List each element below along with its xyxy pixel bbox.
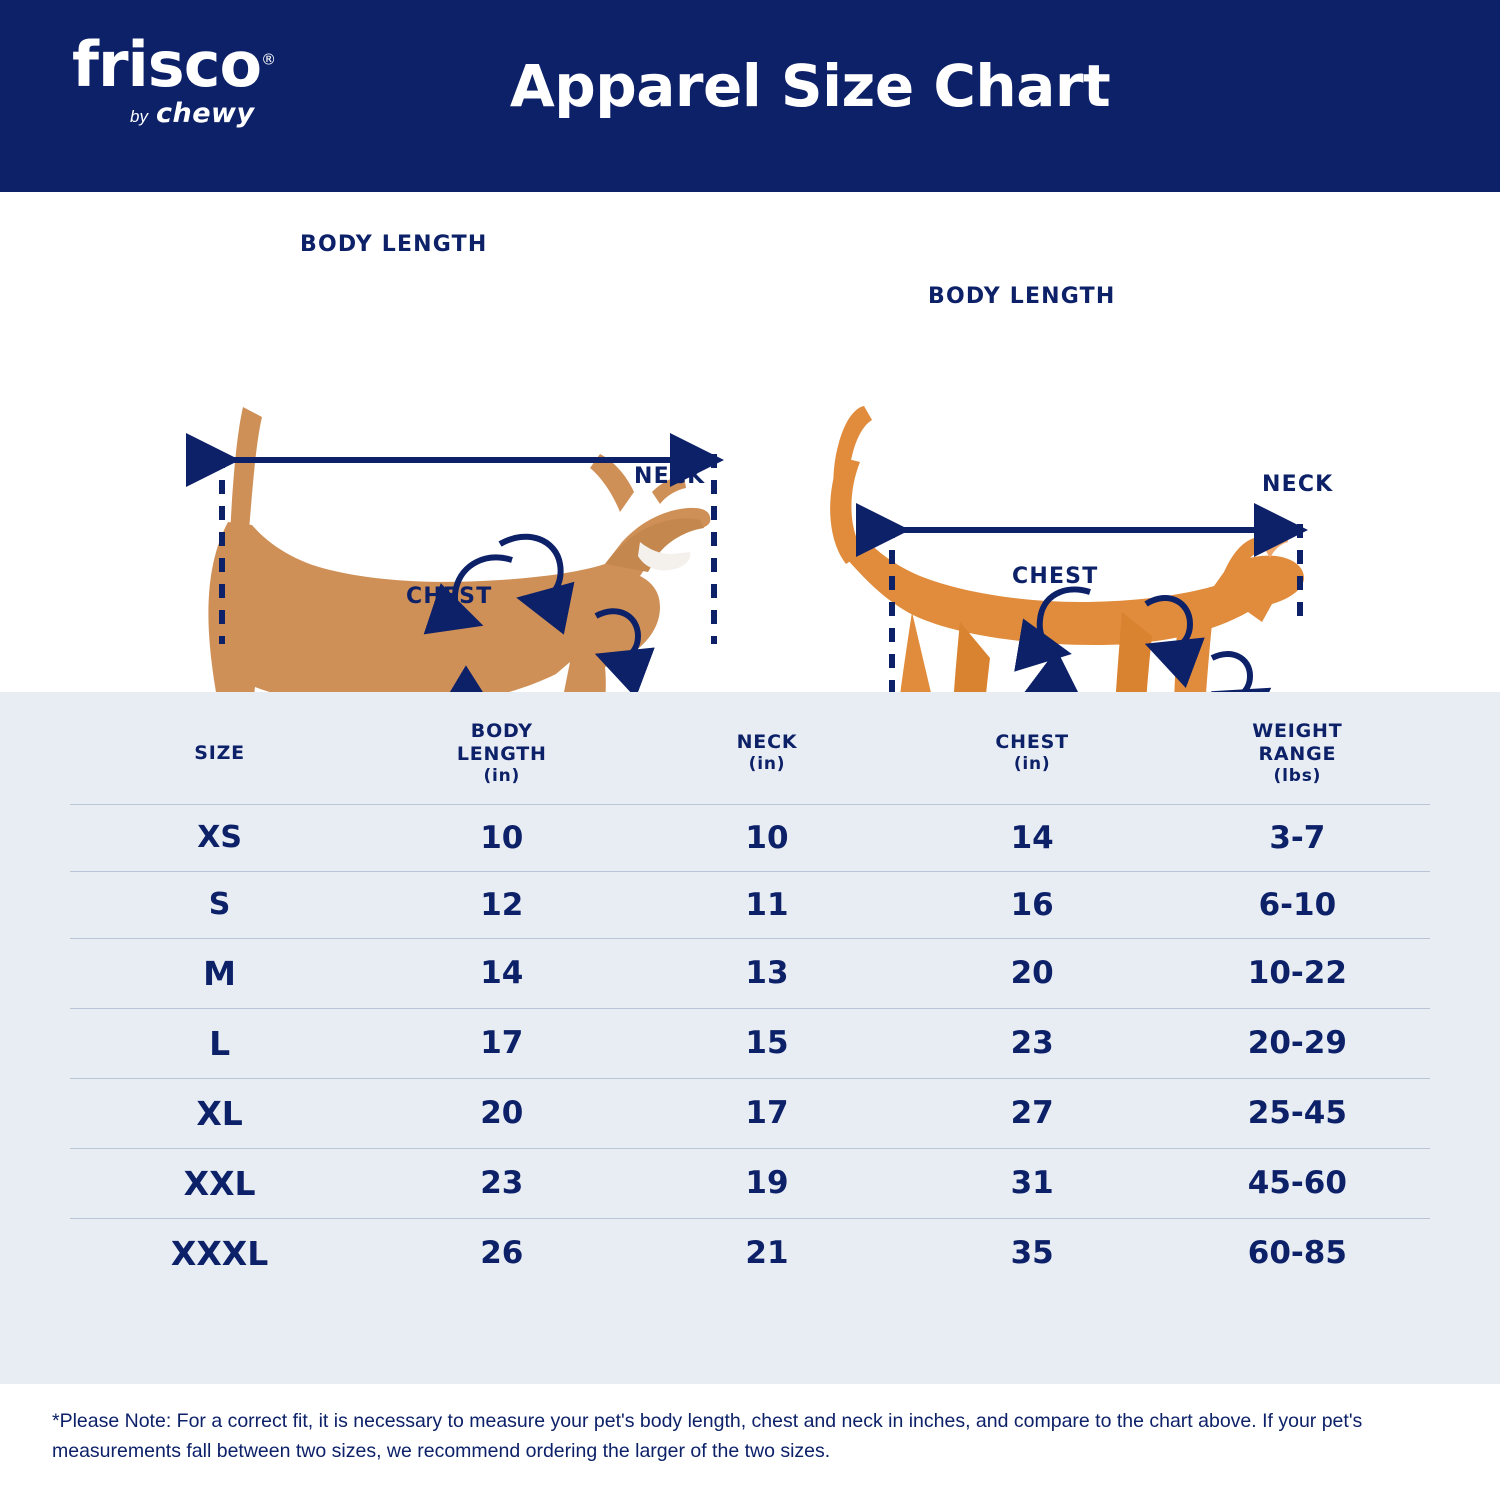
measurement-arrows — [0, 192, 1500, 692]
size-table — [70, 720, 1430, 1288]
table-header-row — [70, 720, 1430, 804]
registered-mark-icon: ® — [261, 50, 276, 69]
cell-chest: 35 — [1010, 1235, 1054, 1272]
size-table-head — [70, 720, 1430, 804]
size-table-area — [0, 692, 1500, 1420]
cell-size: XS — [197, 820, 242, 856]
cat-neck-label: NECK — [1262, 472, 1334, 497]
header-weight-range: WEIGHT RANGE (lbs) — [1252, 720, 1343, 786]
cell-weight: 60-85 — [1247, 1235, 1347, 1272]
cell-weight: 45-60 — [1247, 1165, 1347, 1202]
cell-chest: 16 — [1010, 886, 1054, 923]
cell-chest: 27 — [1010, 1095, 1054, 1132]
cell-neck: 17 — [745, 1095, 789, 1132]
cell-neck: 19 — [745, 1165, 789, 1202]
table-row — [70, 1008, 1430, 1078]
dog-body-length-label: BODY LENGTH — [300, 232, 488, 257]
table-row — [70, 1218, 1430, 1288]
cell-body-length: 17 — [480, 1025, 524, 1062]
table-row — [70, 871, 1430, 938]
cell-chest: 31 — [1010, 1165, 1054, 1202]
cell-body-length: 10 — [480, 819, 524, 856]
size-table-body — [70, 804, 1430, 1288]
cell-size: XXXL — [170, 1233, 269, 1273]
footnote: *Please Note: For a correct fit, it is necessary to measure your pet's body length, chest and neck in inches, and compare to the chart above. If your pet's measurements fall between two sizes, we recommend ordering the larger of the two sizes. — [0, 1384, 1500, 1500]
cell-body-length: 12 — [480, 886, 524, 923]
cell-weight: 3-7 — [1269, 819, 1326, 856]
measurement-diagram — [0, 192, 1500, 692]
cell-chest: 14 — [1010, 819, 1054, 856]
cell-chest: 23 — [1010, 1025, 1054, 1062]
page-header — [0, 0, 1500, 192]
dog-neck-label: NECK — [634, 464, 706, 489]
brand-by-label: by — [130, 107, 148, 126]
table-row — [70, 938, 1430, 1008]
cell-body-length: 23 — [480, 1165, 524, 1202]
cell-chest: 20 — [1010, 955, 1054, 992]
brand-name-text: frisco — [72, 28, 262, 101]
cat-body-length-label: BODY LENGTH — [928, 284, 1116, 309]
cell-neck: 11 — [745, 886, 789, 923]
page-title: Apparel Size Chart — [509, 52, 1111, 120]
cell-size: XXL — [183, 1163, 256, 1203]
cell-body-length: 20 — [480, 1095, 524, 1132]
cell-neck: 15 — [745, 1025, 789, 1062]
table-row — [70, 1148, 1430, 1218]
cell-size: S — [208, 887, 231, 923]
cat-chest-label: CHEST — [1012, 564, 1099, 589]
cat-illustration — [830, 406, 1304, 692]
cell-neck: 13 — [745, 955, 789, 992]
table-row — [70, 1078, 1430, 1148]
cell-weight: 6-10 — [1258, 886, 1337, 923]
header-size: SIZE — [194, 741, 245, 764]
cell-weight: 25-45 — [1247, 1095, 1347, 1132]
cell-weight: 20-29 — [1247, 1025, 1347, 1062]
header-neck: NECK (in) — [736, 731, 798, 775]
cell-size: L — [209, 1023, 231, 1063]
cell-neck: 10 — [745, 819, 789, 856]
cell-body-length: 26 — [480, 1235, 524, 1272]
cell-size: M — [203, 953, 237, 993]
cell-neck: 21 — [745, 1235, 789, 1272]
header-chest: CHEST (in) — [995, 731, 1069, 775]
cell-weight: 10-22 — [1247, 955, 1347, 992]
cell-body-length: 14 — [480, 955, 524, 992]
table-row — [70, 804, 1430, 871]
header-body-length: BODY LENGTH (in) — [456, 720, 547, 786]
cell-size: XL — [196, 1093, 243, 1133]
dog-chest-label: CHEST — [406, 584, 493, 609]
brand-parent-name: chewy — [155, 98, 255, 129]
